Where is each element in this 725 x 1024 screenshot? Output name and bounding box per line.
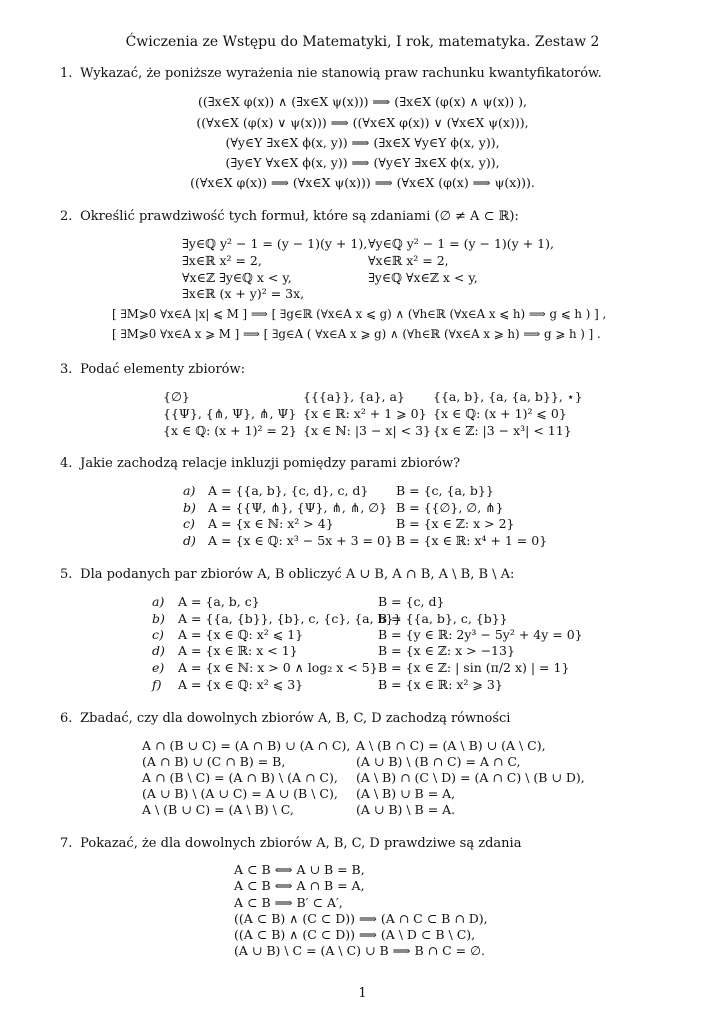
- set-cell: {{{a}}, {a}, a}: [303, 389, 405, 404]
- item-label: f): [152, 677, 162, 692]
- set-b: B = {c, d}: [378, 594, 445, 609]
- equation-right: A \ (B ∩ C) = (A \ B) ∪ (A \ C),: [356, 738, 546, 753]
- formula-long: [ ∃M⩾0 ∀x∈A |x| ⩽ M ] ⟹ [ ∃g∈ℝ (∀x∈A x ⩽ g) ∧ (∀h∈ℝ (∀x∈A x ⩽ h) ⟹ g ⩽ h ) ] ,: [112, 307, 607, 321]
- problem-text: Pokazać, że dla dowolnych zbiorów A, B, C, D prawdziwe są zdania: [80, 836, 522, 851]
- item-label: b): [183, 500, 196, 515]
- set-b: B = {c, {a, b}}: [396, 483, 494, 498]
- set-a: A = {x ∈ ℝ: x < 1}: [178, 643, 298, 658]
- problem-2: [60, 209, 519, 224]
- set-cell: {x ∈ ℚ: (x + 1)² ⩽ 0}: [433, 406, 567, 421]
- item-label: e): [152, 660, 165, 675]
- statement-line: ((A ⊂ B) ∧ (C ⊂ D)) ⟹ (A \ D ⊂ B \ C),: [234, 927, 476, 942]
- problem-4: [60, 456, 460, 471]
- statement-line: (A ∪ B) \ C = (A \ C) ∪ B ⟹ B ∩ C = ∅.: [234, 943, 485, 958]
- set-cell: {{a, b}, {a, {a, b}}, ⋆}: [433, 389, 583, 404]
- statement-line: A ⊂ B ⟺ A ∪ B = B,: [234, 862, 365, 877]
- equation-right: (A \ B) ∩ (C \ D) = (A ∩ C) \ (B ∪ D),: [356, 770, 585, 785]
- set-cell: {x ∈ ℝ: x² + 1 ⩾ 0}: [303, 406, 427, 421]
- statement-line: A ⊂ B ⟺ A ∩ B = A,: [234, 878, 365, 893]
- formula-left: ∃x∈ℝ x² = 2,: [182, 253, 262, 268]
- set-a: A = {x ∈ ℕ: x > 0 ∧ log₂ x < 5}: [178, 660, 378, 675]
- set-a: A = {{a, {b}}, {b}, c, {c}, {a, b}}: [178, 611, 402, 626]
- set-cell: {x ∈ ℕ: |3 − x| < 3}: [303, 423, 431, 438]
- problem-text: Wykazać, że poniższe wyrażenia nie stanowią praw rachunku kwantyfikatorów.: [80, 66, 602, 81]
- problem-text: Jakie zachodzą relacje inkluzji pomiędzy parami zbiorów?: [80, 456, 461, 471]
- set-b: B = {{a, b}, c, {b}}: [378, 611, 508, 626]
- equation-right: (A \ B) ∪ B = A,: [356, 786, 456, 801]
- problem-number: 5.: [60, 567, 73, 582]
- page-title: Ćwiczenia ze Wstępu do Matematyki, I rok, matematyka. Zestaw 2: [125, 34, 600, 50]
- set-cell: {∅}: [163, 389, 190, 404]
- statement-line: ((A ⊂ B) ∧ (C ⊂ D)) ⟹ (A ∩ C ⊂ B ∩ D),: [234, 911, 488, 926]
- equation-left: A \ (B ∪ C) = (A \ B) \ C,: [142, 802, 294, 817]
- equation-right: (A ∪ B) \ B = A.: [356, 802, 456, 817]
- problem-text: Podać elementy zbiorów:: [80, 362, 246, 377]
- set-cell: {{Ψ}, {⋔, Ψ}, ⋔, Ψ}: [163, 406, 297, 421]
- formula-right: ∀x∈ℝ x² = 2,: [368, 253, 449, 268]
- set-b: B = {x ∈ ℤ: | sin (π/2 x) | = 1}: [378, 660, 570, 675]
- formula-line: (∀y∈Y ∃x∈X ϕ(x, y)) ⟹ (∃x∈X ∀y∈Y ϕ(x, y)),: [225, 135, 500, 150]
- item-label: c): [152, 627, 164, 642]
- set-a: A = {{Ψ, ⋔}, {Ψ}, ⋔, ⋔, ∅}: [208, 500, 388, 515]
- formula-long: [ ∃M⩾0 ∀x∈A x ⩾ M ] ⟹ [ ∃g∈A ( ∀x∈A x ⩾ g) ∧ (∀h∈ℝ (∀x∈A x ⩾ h) ⟹ g ⩾ h ) ] .: [112, 327, 601, 341]
- set-a: A = {x ∈ ℚ: x² ⩽ 3}: [178, 677, 304, 692]
- set-b: B = {x ∈ ℝ: x⁴ + 1 = 0}: [396, 533, 548, 548]
- problem-number: 4.: [60, 456, 73, 471]
- item-label: d): [152, 643, 165, 658]
- problem-text: Określić prawdziwość tych formuł, które są zdaniami (∅ ≠ A ⊂ ℝ):: [80, 209, 519, 224]
- formula-left: ∃y∈ℚ y² − 1 = (y − 1)(y + 1),: [182, 236, 368, 251]
- set-a: A = {x ∈ ℚ: x³ − 5x + 3 = 0}: [208, 533, 393, 548]
- formula-left: ∀x∈ℤ ∃y∈ℚ x < y,: [182, 270, 292, 285]
- set-cell: {x ∈ ℚ: (x + 1)² = 2}: [163, 423, 297, 438]
- set-b: B = {y ∈ ℝ: 2y³ − 5y² + 4y = 0}: [378, 627, 583, 642]
- set-a: A = {x ∈ ℚ: x² ⩽ 1}: [178, 627, 304, 642]
- set-b: B = {x ∈ ℝ: x² ⩾ 3}: [378, 677, 503, 692]
- set-cell: {x ∈ ℤ: |3 − x³| < 11}: [433, 423, 572, 438]
- item-label: b): [152, 611, 165, 626]
- formula-right: ∀y∈ℚ y² − 1 = (y − 1)(y + 1),: [368, 236, 554, 251]
- item-label: a): [183, 483, 196, 498]
- formula-left: ∃x∈ℝ (x + y)² = 3x,: [182, 286, 305, 301]
- equation-left: A ∩ (B ∪ C) = (A ∩ B) ∪ (A ∩ C),: [142, 738, 351, 753]
- problem-3: [60, 362, 245, 377]
- equation-left: (A ∩ B) ∪ (C ∩ B) = B,: [142, 754, 286, 769]
- page-number: 1: [358, 986, 367, 1001]
- set-b: B = {x ∈ ℤ: x > −13}: [378, 643, 515, 658]
- formula-line: ((∀x∈X (φ(x) ∨ ψ(x))) ⟹ ((∀x∈X φ(x)) ∨ (∀x∈X ψ(x))),: [196, 115, 529, 130]
- item-label: a): [152, 594, 165, 609]
- formula-right: ∃y∈ℚ ∀x∈ℤ x < y,: [368, 270, 478, 285]
- set-b: B = {{∅}, ∅, ⋔}: [396, 500, 504, 515]
- statement-line: A ⊂ B ⟹ B′ ⊂ A′,: [234, 895, 343, 910]
- equation-left: A ∩ (B \ C) = (A ∩ B) \ (A ∩ C),: [142, 770, 338, 785]
- equation-left: (A ∪ B) \ (A ∪ C) = A ∪ (B \ C),: [142, 786, 338, 801]
- set-b: B = {x ∈ ℤ: x > 2}: [396, 516, 515, 531]
- problem-5: [60, 567, 514, 582]
- problem-1: [60, 66, 602, 81]
- item-label: d): [183, 533, 196, 548]
- problem-number: 7.: [60, 836, 73, 851]
- equation-right: (A ∪ B) \ (B ∩ C) = A ∩ C,: [356, 754, 521, 769]
- problem-number: 1.: [60, 66, 73, 81]
- problem-number: 2.: [60, 209, 73, 224]
- problem-number: 3.: [60, 362, 73, 377]
- formula-line: ((∀x∈X φ(x)) ⟹ (∀x∈X ψ(x))) ⟹ (∀x∈X (φ(x) ⟹ ψ(x))).: [190, 175, 535, 190]
- formula-line: (∃y∈Y ∀x∈X ϕ(x, y)) ⟹ (∀y∈Y ∃x∈X ϕ(x, y)),: [225, 155, 500, 170]
- set-a: A = {a, b, c}: [178, 594, 260, 609]
- problem-text: Zbadać, czy dla dowolnych zbiorów A, B, C, D zachodzą równości: [80, 711, 511, 726]
- set-a: A = {{a, b}, {c, d}, c, d}: [208, 483, 369, 498]
- problem-7: [60, 836, 521, 851]
- item-label: c): [183, 516, 195, 531]
- problem-text: Dla podanych par zbiorów A, B obliczyć A ∪ B, A ∩ B, A \ B, B \ A:: [80, 567, 515, 582]
- set-a: A = {x ∈ ℕ: x² > 4}: [208, 516, 334, 531]
- problem-6: [60, 711, 510, 726]
- problem-number: 6.: [60, 711, 73, 726]
- formula-line: ((∃x∈X φ(x)) ∧ (∃x∈X ψ(x))) ⟹ (∃x∈X (φ(x) ∧ ψ(x)) ),: [198, 94, 527, 109]
